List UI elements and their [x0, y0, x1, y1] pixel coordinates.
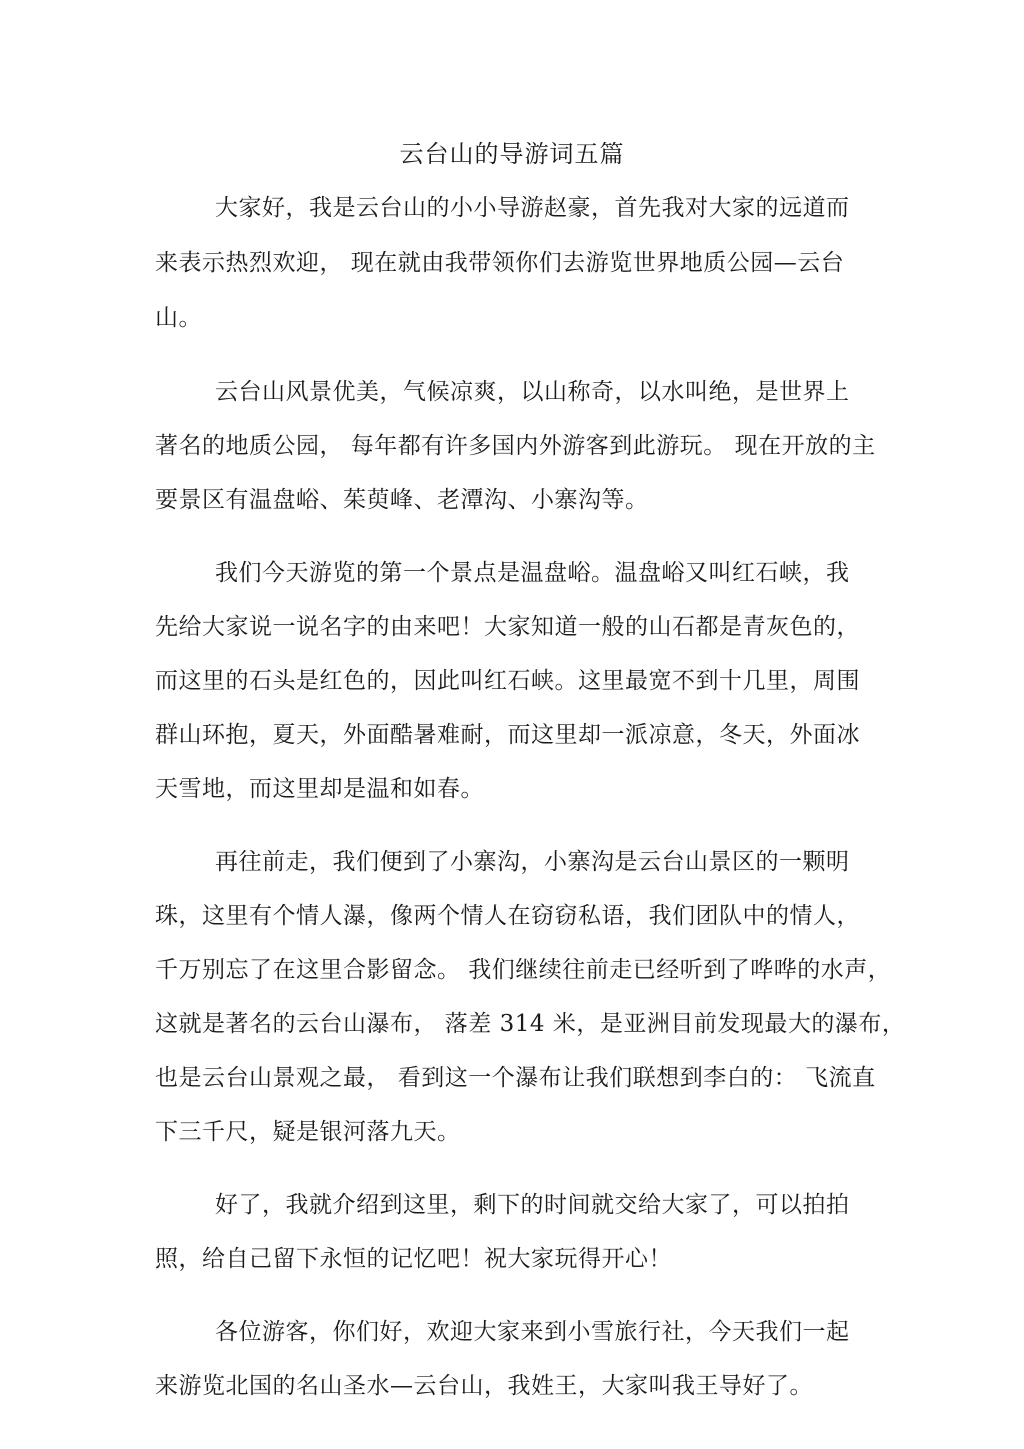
paragraph-4: [155, 842, 906, 1166]
text-line: 天雪地，而这里却是温和如春。: [155, 776, 484, 802]
text-line: 好了，我就介绍到这里，剩下的时间就交给大家了，可以拍拍: [215, 1192, 850, 1218]
paragraph-3: [155, 553, 875, 823]
text-line: 先给大家说一说名字的由来吧！大家知道一般的山石都是青灰色的，: [155, 614, 860, 640]
text-line: 来游览北国的名山圣水—云台山，我姓王，大家叫我王导好了。: [155, 1373, 813, 1399]
text-line: 我们今天游览的第一个景点是温盘峪。温盘峪又叫红石峡，我: [215, 560, 850, 586]
text-line: 珠，这里有个情人瀑，像两个情人在窃窃私语，我们团队中的情人，: [155, 903, 860, 929]
document-body: [155, 188, 906, 1439]
text-line: 著名的地质公园， 每年都有许多国内外游客到此游玩。 现在开放的主: [155, 433, 876, 459]
text-line: 山。: [155, 305, 202, 331]
text-line: 千万别忘了在这里合影留念。 我们继续往前走已经听到了哗哗的水声，: [155, 957, 892, 983]
text-line: 群山环抱，夏天，外面酷暑难耐，而这里却一派凉意，冬天，外面冰: [155, 722, 860, 748]
text-line: 而这里的石头是红色的，因此叫红石峡。这里最宽不到十几里，周围: [155, 668, 860, 694]
text-line: 大家好，我是云台山的小小导游赵豪，首先我对大家的远道而: [215, 195, 850, 221]
paragraph-2: [155, 372, 875, 534]
paragraph-5: [155, 1185, 875, 1293]
text-line: 各位游客，你们好，欢迎大家来到小雪旅行社，今天我们一起: [215, 1319, 850, 1345]
paragraph-1: [155, 188, 875, 353]
text-line: 要景区有温盘峪、茱萸峰、老潭沟、小寨沟等。: [155, 487, 649, 513]
text-line: 来表示热烈欢迎， 现在就由我带领你们去游览世界地质公园—云台: [155, 250, 845, 276]
text-line: 这就是著名的云台山瀑布， 落差 314 米，是亚洲目前发现最大的瀑布，: [155, 1011, 906, 1037]
paragraph-6: [155, 1312, 875, 1420]
text-line: 下三千尺，疑是银河落九天。: [155, 1119, 461, 1145]
text-line: 再往前走，我们便到了小寨沟，小寨沟是云台山景区的一颗明: [215, 849, 850, 875]
text-line: 也是云台山景观之最， 看到这一个瀑布让我们联想到李白的： 飞流直: [155, 1065, 876, 1091]
text-line: 照，给自己留下永恒的记忆吧！祝大家玩得开心！: [155, 1246, 672, 1272]
page-title: 云台山的导游词五篇: [399, 140, 625, 168]
text-line: 云台山风景优美，气候凉爽，以山称奇，以水叫绝，是世界上: [215, 379, 850, 405]
